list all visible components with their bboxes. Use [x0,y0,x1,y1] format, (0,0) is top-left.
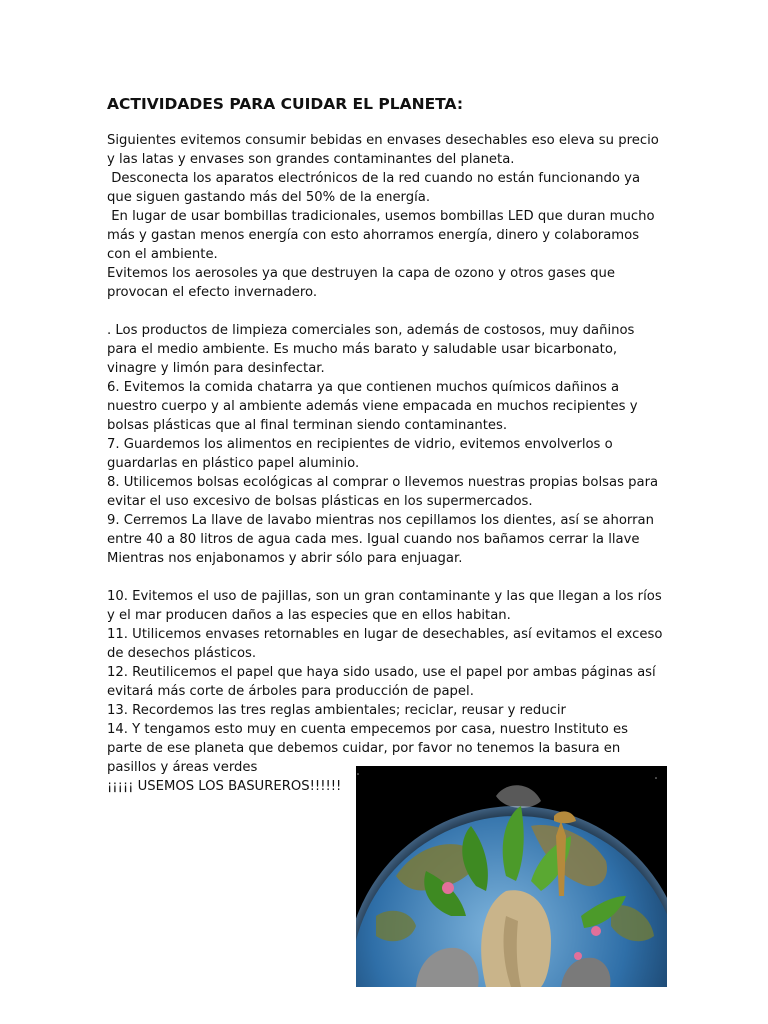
paragraph-limpieza: . Los productos de limpieza comerciales son, además de costosos, muy dañinos para el medio ambiente. Es mucho más barato y saludable usar bicarbonato, vinagre y limón para desinfectar. [107,323,635,376]
paragraph-item-8: 8. Utilicemos bolsas ecológicas al comprar o llevemos nuestras propias bolsas para evitar el uso excesivo de bolsas plásticas en los supermercados. [107,475,659,509]
paragraph-desconecta: Desconecta los aparatos electrónicos de la red cuando no están funcionando ya que siguen gastando más del 50% de la energía. [107,171,641,205]
paragraph-item-10: 10. Evitemos el uso de pajillas, son un gran contaminante y las que llegan a los ríos y el mar producen daños a las especies que en ellos habitan. [107,589,662,623]
paragraph-aerosoles: Evitemos los aerosoles ya que destruyen la capa de ozono y otros gases que provocan el efecto invernadero. [107,266,616,300]
earth-with-animals-illustration [356,766,667,987]
document-title: ACTIVIDADES PARA CUIDAR EL PLANETA: [107,95,464,113]
paragraph-item-6: 6. Evitemos la comida chatarra ya que contienen muchos químicos dañinos a nuestro cuerpo y al ambiente además viene empacada en muchos recipientes y bolsas plásticas que al final terminan siendo contaminantes. [107,380,638,433]
paragraph-item-9: 9. Cerremos La llave de lavabo mientras nos cepillamos los dientes, así se ahorran entre 40 a 80 litros de agua cada mes. Igual cuando nos bañamos cerrar la llave Mientras nos enjabonamos y abrir sólo para enjuagar. [107,513,654,566]
document-body [107,131,665,796]
earth-illustration-svg [356,766,667,987]
pink-flower-shape [574,952,582,960]
paragraph-item-11: 11. Utilicemos envases retornables en lugar de desechables, así evitamos el exceso de desechos plásticos. [107,627,663,661]
paragraph-spacer [107,568,665,587]
paragraph-spacer [107,302,665,321]
paragraph-basureros: ¡¡¡¡¡ USEMOS LOS BASUREROS!!!!!! [107,779,342,794]
paragraph-bombillas: En lugar de usar bombillas tradicionales, usemos bombillas LED que duran mucho más y gastan menos energía con esto ahorramos energía, dinero y colaboramos con el ambiente. [107,209,655,262]
paragraph-item-7: 7. Guardemos los alimentos en recipientes de vidrio, evitemos envolverlos o guardarlas en plástico papel aluminio. [107,437,613,471]
paragraph-item-14: 14. Y tengamos esto muy en cuenta empecemos por casa, nuestro Instituto es parte de ese planeta que debemos cuidar, por favor no tenemos la basura en pasillos y áreas verdes [107,722,628,775]
pink-flower-shape [591,926,601,936]
paragraph-item-12: 12. Reutilicemos el papel que haya sido usado, use el papel por ambas páginas así evitará más corte de árboles para producción de papel. [107,665,656,699]
paragraph-item-13: 13. Recordemos las tres reglas ambientales; reciclar, reusar y reducir [107,703,566,718]
paragraph-bebidas: Siguientes evitemos consumir bebidas en envases desechables eso eleva su precio y las latas y envases son grandes contaminantes del planeta. [107,133,659,167]
pink-flower-shape [442,882,454,894]
